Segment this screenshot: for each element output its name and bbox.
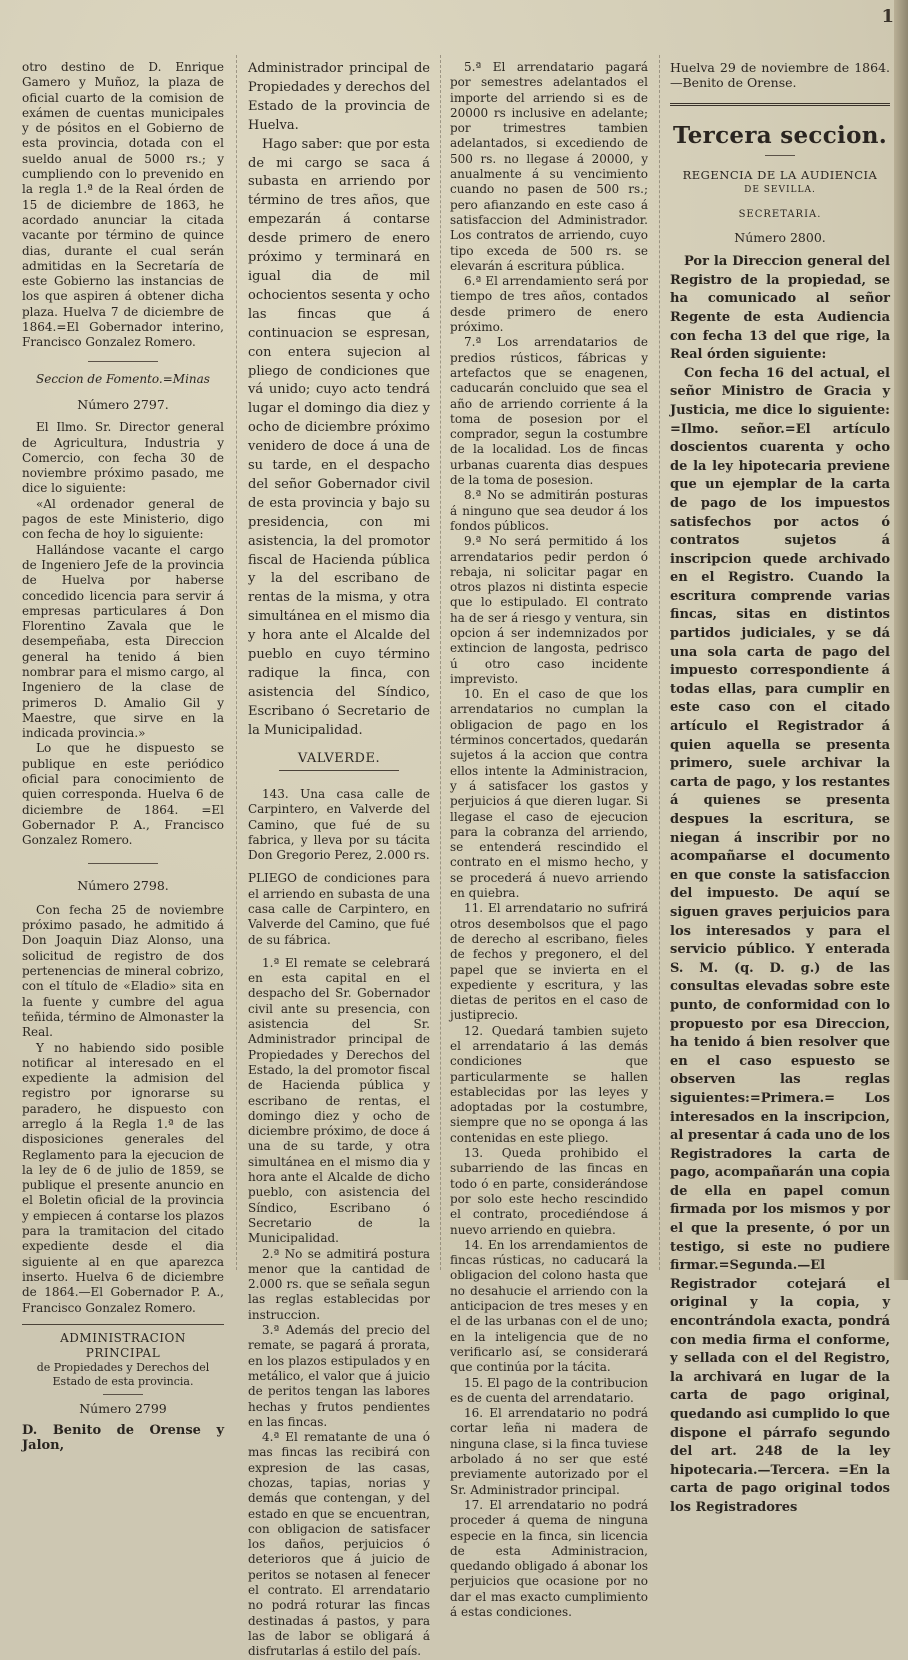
column-4 — [670, 60, 890, 1515]
notice-paragraph: Y no habiendo sido posible notificar al interesado en el expediente la admision del registro por ignorarse su paradero, he dispuesto con arreglo á la Regla 1.ª de las disposiciones generales del Reglamento para la ejecucion de la ley de 6 de julio de 1859, se publique el presente anuncio en el Boletin oficial de la provincia y empiecen á contarse los plazos para la tramitacion del citado expediente desde el dia siguiente al en que aparezca inserto. Huelva 6 de diciembre de 1864.—El Gobernador P. A., Francisco Gonzalez Romero. — [22, 1040, 224, 1315]
column-divider — [236, 55, 237, 1270]
condition-item: 8.ª No se admitirán posturas á ninguno que sea deudor á los fondos públicos. — [450, 488, 648, 533]
page-number: 1 — [881, 6, 894, 27]
royal-order-text: Con fecha 16 del actual, el señor Ministro de Gracia y Justicia, me dice lo siguiente: =Ilmo. señor.=El artículo doscientos cuarenta y ocho de la ley hipotecaria previene que un ejemplar de la carta de pago de los impuestos satisfechos por actos ó contratos sujetos á inscripcion quede archivado en el Registro. Cuando la escritura comprende varias fincas, sitas en distintos partidos judiciales, y se dá una sola carta de pago del impuesto correspondiente á todas ellas, para cumplir en este caso con el citado artículo el Registrador á quien aquella se presenta primero, suele archivar la carta de pago, y los restantes á quienes se presenta despues la escritura, se niegan á inscribir por no acompañarse el documento en que conste la satisfaccion del impuesto. De aquí se siguen graves perjuicios para los interesados y para el servicio público. Y enterada S. M. (q. D. g.) de las consultas elevadas sobre este punto, de conformidad con lo propuesto por esa Direccion, ha tenido á bien resolver que en el caso espuesto se observen las reglas siguientes:=Primera.= Los interesados en la inscripcion, al presentar á cada uno de los Registradores la carta de pago, acompañarán una copia de ella en papel comun firmada por los mismos y por el que la presente, ó por un testigo, si este no pudiere firmar.=Segunda.—El Registrador cotejará el original y la copia, y encontrándola exacta, pondrá con media firma el conforme, y sellada con el del Registro, la archivará en lugar de la carta de pago original, quedando asi cumplido lo que dispone el párrafo segundo del art. 248 de la ley hipotecaria.—Tercera. =En la carta de pago original todos los Registradores — [670, 365, 890, 1515]
column-divider — [440, 55, 441, 1270]
property-listing: 143. Una casa calle de Carpintero, en Valverde del Camino, que fué de su fabrica, y lleva por su tácita Don Gregorio Perez, 2.000 rs. — [248, 786, 430, 863]
notice-paragraph: «Al ordenador general de pagos de este Ministerio, digo con fecha de hoy lo siguiente: — [22, 496, 224, 542]
notice-number: Número 2799 — [79, 1401, 167, 1417]
condition-item: 11. El arrendatario no sufrirá otros desembolsos que el pago de derecho al escribano, fieles de fechos y pregonero, el del papel que se invierta en el expediente y escritura, y las dietas de peritos en el caso de justiprecio. — [450, 901, 648, 1023]
administration-subtitle: de Propiedades y Derechos del Estado de esta provincia. — [36, 1361, 210, 1388]
court-subheading: DE SEVILLA. — [744, 184, 816, 195]
dateline: Huelva 29 de noviembre de 1864. —Benito de Orense. — [670, 60, 890, 91]
notice-paragraph: Lo que he dispuesto se publique en este periódico oficial para conocimiento de quien corresponda. Huelva 6 de diciembre de 1864. =El Gobernador P. A., Francisco Gonzalez Romero. — [22, 741, 224, 848]
column-1 — [22, 60, 224, 1454]
page-edge — [894, 0, 908, 1280]
condition-item: 9.ª No será permitido á los arrendatarios pedir perdon ó rebaja, ni solicitar pagar en otros plazos ni distinta especie que lo estipulado. El contrato ha de ser á riesgo y ventura, sin opcion á ser indemnizados por extincion de langosta, pedrisco ú otro caso incidente imprevisto. — [450, 534, 648, 686]
separator — [22, 1324, 224, 1325]
column-3 — [450, 60, 648, 1619]
vacancy-notice: otro destino de D. Enrique Gamero y Muñoz, la plaza de oficial cuarto de la comision de exámen de cuentas municipales y de pósitos en el Gobierno de esta provincia, dotada con el sueldo anual de 5000 rs.; y cumpliendo con lo prevenido en la regla 1.ª de la Real órden de 15 de diciembre de 1863, he acordado anunciar la citada vacante por término de quince dias, durante el cual serán admitidas en la Secretaría de este Gobierno las instancias de los que aspiren á obtener dicha plaza. Huelva 7 de diciembre de 1864.=El Gobernador interino, Francisco Gonzalez Romero. — [22, 60, 224, 350]
section-heading: Seccion de Fomento.=Minas — [36, 371, 210, 386]
column-2 — [248, 60, 430, 1659]
condition-item: 13. Queda prohibido el subarriendo de las fincas en todo ó en parte, considerándose por solo este hecho rescindido el contrato, procediéndose á nuevo arriendo en quiebra. — [450, 1146, 648, 1237]
royal-order-intro: Por la Direccion general del Registro de la propiedad, se ha comunicado al señor Regente de esta Audiencia con fecha 13 del que rige, la Real órden siguiente: — [670, 254, 890, 363]
signatory-name: D. Benito de Orense y Jalon, — [22, 1422, 224, 1454]
town-heading: VALVERDE. — [297, 750, 381, 766]
administrator-title: Administrador principal de Propiedades y derechos del Estado de la provincia de Huelva. — [248, 61, 430, 133]
conditions-heading: PLIEGO de condiciones para el arriendo en subasta de una casa calle de Carpintero, en Valverde del Camino, que fué de su fábrica. — [248, 871, 430, 947]
condition-item: 15. El pago de la contribucion es de cuenta del arrendatario. — [450, 1375, 648, 1405]
notice-paragraph: Hallándose vacante el cargo de Ingeniero Jefe de la provincia de Huelva por haberse concedido licencia para servir á empresas particulares á Don Florentino Zavala que le desempeñaba, esta Direccion general ha tenido á bien nombrar para el mismo cargo, al Ingeniero de la clase de primeros D. Amalio Gil y Maestre, que sirve en la indicada provincia.» — [22, 542, 224, 741]
notice-paragraph: El Ilmo. Sr. Director general de Agricultura, Industria y Comercio, con fecha 30 de noviembre próximo pasado, me dice lo siguiente: — [22, 420, 224, 496]
condition-item: 1.ª El remate se celebrará en esta capital en el despacho del Sr. Gobernador civil ante su presencia, con asistencia del Sr. Administrador principal de Propiedades y Derechos del Estado, la del promotor fiscal de Hacienda pública y escribano de rentas, el domingo diez y ocho de diciembre próximo, de doce á una de su tarde, y otra simultánea en el mismo dia y hora ante el Alcalde de dicho pueblo, con asistencia del Síndico, Escribano ó Secretario de la Municipalidad. — [248, 955, 430, 1246]
court-heading: REGENCIA DE LA AUDIENCIA — [682, 167, 878, 182]
notice-number: Número 2797. — [77, 396, 169, 412]
separator — [103, 1394, 143, 1395]
administration-title: ADMINISTRACION PRINCIPAL — [60, 1330, 186, 1361]
condition-item: 2.ª No se admitirá postura menor que la cantidad de 2.000 rs. que se señala segun las reglas establecidas por instruccion. — [248, 1246, 430, 1322]
condition-item: 17. El arrendatario no podrá proceder á quema de ninguna especie en la finca, sin licencia de esta Administracion, quedando obligado á abonar los perjuicios que ocasione por no dar el mas exacto cumplimiento á estas condiciones. — [450, 1497, 648, 1619]
separator — [279, 770, 399, 771]
condition-item: 16. El arrendatario no podrá cortar leña ni madera de ninguna clase, si la finca tuviese arbolado á no ser que esté previamente autorizado por el Sr. Administrador principal. — [450, 1406, 648, 1497]
condition-item: 6.ª El arrendamiento será por tiempo de tres años, contados desde primero de enero próximo. — [450, 274, 648, 335]
condition-item: 12. Quedará tambien sujeto el arrendatario á las demás condiciones que particularmente se hallen establecidas por las leyes y adoptadas por la costumbre, siempre que no se oponga á las contenidas en este pliego. — [450, 1023, 648, 1145]
separator — [670, 103, 890, 106]
condition-item: 5.ª El arrendatario pagará por semestres adelantados el importe del arriendo si es de 20000 rs inclusive en adelante; por trimestres tambien adelantados, si excediendo de 500 rs. no llegase á 20000, y anualmente á su vencimiento cuando no pasen de 500 rs.; pero afianzando en este caso á satisfaccion del Administrador. Los contratos de arriendo, cuyo tipo exceda de 500 rs. se elevarán á escritura pública. — [450, 60, 648, 273]
column-divider — [659, 55, 660, 1270]
separator — [88, 863, 158, 864]
separator — [88, 361, 158, 362]
secretaria-heading: SECRETARIA. — [738, 208, 822, 220]
condition-item: 14. En los arrendamientos de fincas rústicas, no caducará la obligacion del colono hasta que no desahucie el arriendo con la anticipacion de tres meses y en el de las urbanas con el de uno; en la inteligencia que de no verificarlo así, se considerará que continúa por la tácita. — [450, 1237, 648, 1375]
condition-item: 7.ª Los arrendatarios de predios rústicos, fábricas y artefactos que se enagenen, caducarán concluido que sea el año de arriendo corriente á la toma de posesion por el comprador, segun la costumbre de la localidad. Los de fincas urbanas cuarenta dias despues de la toma de posesion. — [450, 335, 648, 488]
condition-item: 10. En el caso de que los arrendatarios no cumplan la obligacion de pago en los términos concertados, quedarán sujetos á la accion que contra ellos intente la Administracion, y á satisfacer los gastos y perjuicios á que dieren lugar. Si llegase el caso de ejecucion para la cobranza del arriendo, se entenderá rescindido el contrato en el mismo hecho, y se procederá á nuevo arriendo en quiebra. — [450, 687, 648, 901]
notice-number: Número 2800. — [734, 229, 826, 245]
notice-number: Número 2798. — [77, 877, 169, 893]
condition-item: 3.ª Además del precio del remate, se pagará á prorata, en los plazos estipulados y en metálico, el valor que á juicio de peritos tengan las labores hechas y frutos pendientes en las fincas. — [248, 1323, 430, 1429]
notice-paragraph: Con fecha 25 de noviembre próximo pasado, he admitido á Don Joaquin Diaz Alonso, una solicitud de registro de dos pertenencias de mineral cobrizo, con el título de «Eladio» sita en la fuente y cumbre del agua teñida, término de Almonaster la Real. — [22, 902, 224, 1040]
separator — [765, 155, 795, 156]
auction-announcement: Hago saber: que por esta de mi cargo se saca á subasta en arriendo por término de tres años, que empezarán á contarse desde primero de enero próximo y terminará en igual dia de mil ochocientos sesenta y ocho las fincas que á continuacion se espresan, con entera sujecion al pliego de condiciones que vá unido; cuyo acto tendrá lugar el domingo dia diez y ocho de diciembre próximo venidero de doce á una de su tarde, en el despacho del señor Gobernador civil de esta provincia y bajo su presidencia, con mi asistencia, la del promotor fiscal de Hacienda pública y la del escribano de rentas de la misma, y otra simultánea en el mismo dia y hora ante el Alcalde del pueblo en cuyo término radique la finca, con asistencia del Síndico, Escribano ó Secretario de la Municipalidad. — [248, 136, 430, 738]
section-title: Tercera seccion. — [672, 121, 888, 149]
condition-item: 4.ª El rematante de una ó mas fincas las recibirá con expresion de las casas, chozas, tapias, norias y demás que contengan, y del estado en que se encuentran, con obligacion de satisfacer los daños, perjuicios ó deterioros que á juicio de peritos se notasen al fenecer el contrato. El arrendatario no podrá roturar las fincas destinadas á pastos, y para las de labor se obligará á disfrutarlas á estilo del país. — [248, 1430, 430, 1659]
